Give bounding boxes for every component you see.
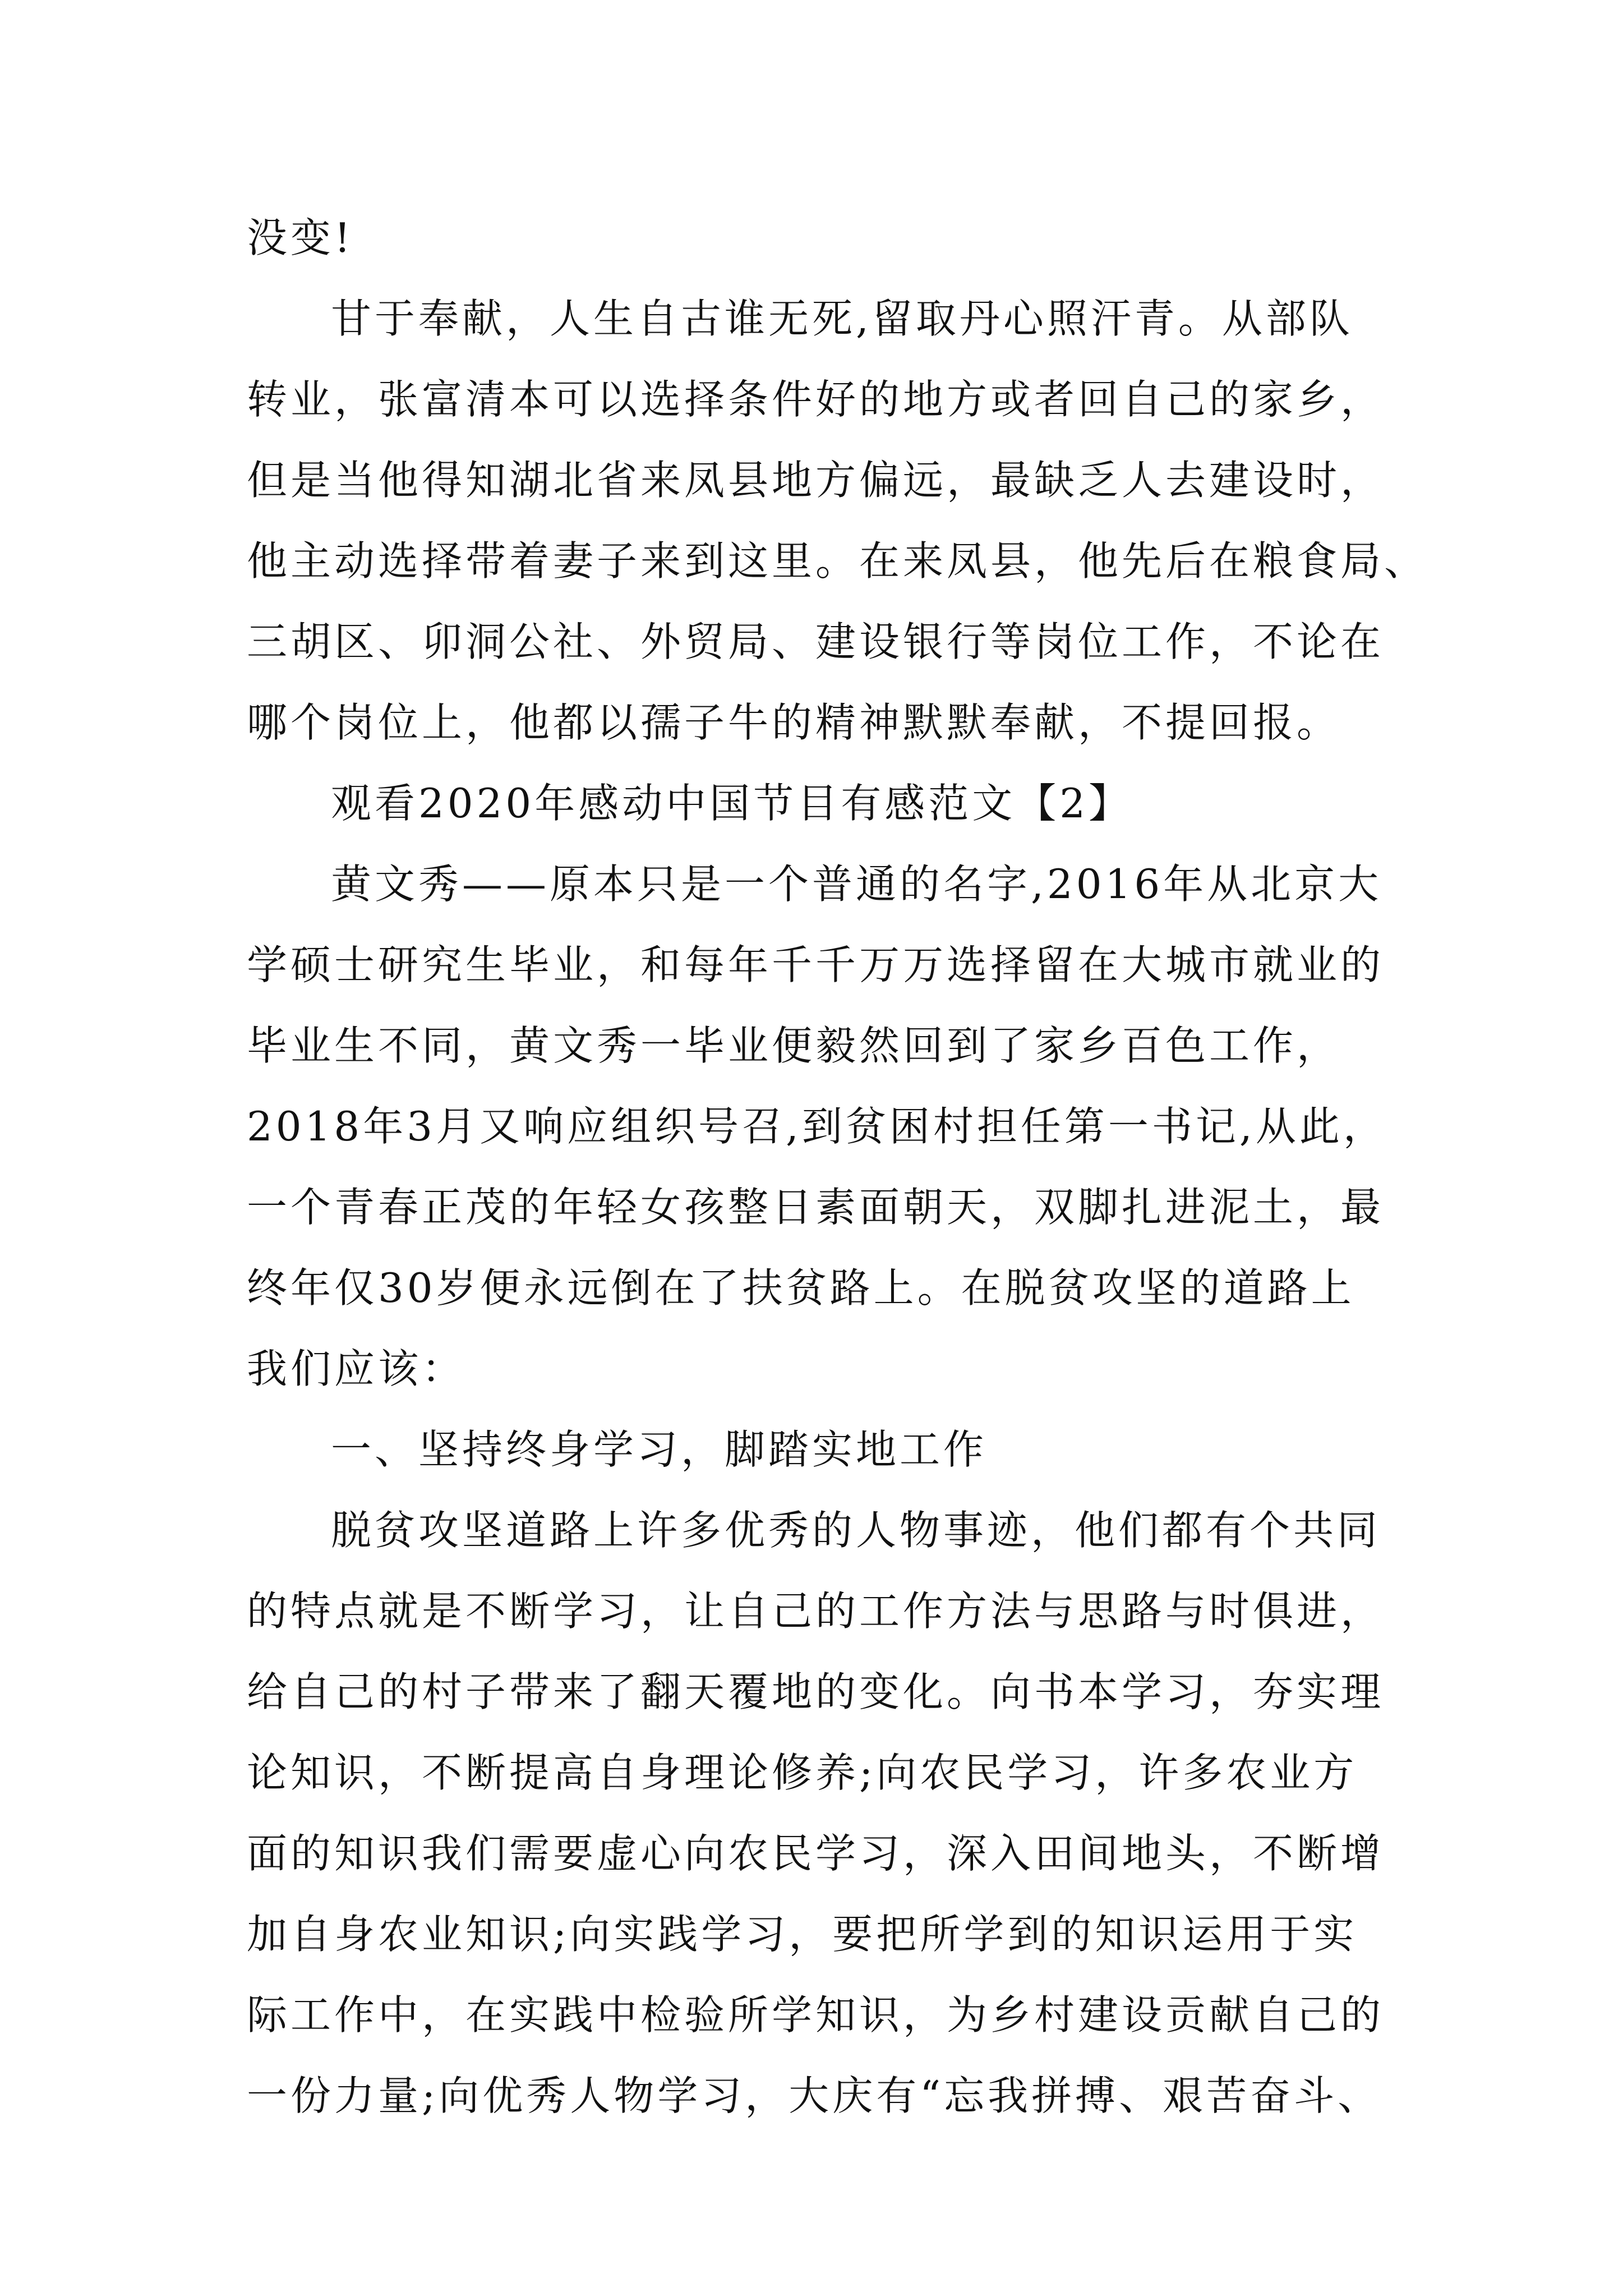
text-line: 际工作中，在实践中检验所学知识，为乡村建设贡献自己的: [247, 1991, 1385, 2039]
text-line: 2018年3月又响应组织号召,到贫困村担任第一书记,从此，: [247, 1103, 1387, 1150]
paragraph-start-line: 脱贫攻坚道路上许多优秀的人物事迹，他们都有个共同: [331, 1507, 1381, 1554]
text-line: 没变!: [247, 214, 354, 261]
text-line: 终年仅30岁便永远倒在了扶贫路上。在脱贫攻坚的道路上: [247, 1264, 1355, 1312]
text-line: 我们应该：: [247, 1345, 466, 1392]
paragraph-start-line: 甘于奉献，人生自古谁无死,留取丹心照汗青。从部队: [331, 295, 1353, 342]
text-line: 面的知识我们需要虚心向农民学习，深入田间地头，不断增: [247, 1830, 1385, 1877]
paragraph-start-line: 黄文秀——原本只是一个普通的名字,2016年从北京大: [331, 861, 1382, 908]
text-line: 转业，张富清本可以选择条件好的地方或者回自己的家乡，: [247, 376, 1385, 423]
text-line: 学硕士研究生毕业，和每年千千万万选择留在大城市就业的: [247, 941, 1385, 988]
text-line: 哪个岗位上，他都以孺子牛的精神默默奉献，不提回报。: [247, 699, 1341, 746]
text-line: 一份力量;向优秀人物学习，大庆有“忘我拼搏、艰苦奋斗、: [247, 2072, 1382, 2119]
text-line: 一个青春正茂的年轻女孩整日素面朝天，双脚扎进泥土，最: [247, 1184, 1385, 1231]
text-line: 毕业生不同，黄文秀一毕业便毅然回到了家乡百色工作，: [247, 1022, 1341, 1069]
text-line: 给自己的村子带来了翻天覆地的变化。向书本学习，夯实理: [247, 1668, 1385, 1715]
text-line: 但是当他得知湖北省来凤县地方偏远，最缺乏人去建设时，: [247, 457, 1385, 504]
section-heading: 观看2020年感动中国节目有感范文【2】: [331, 780, 1133, 827]
text-line: 三胡区、卯洞公社、外贸局、建设银行等岗位工作，不论在: [247, 618, 1385, 665]
subheading: 一、坚持终身学习，脚踏实地工作: [331, 1426, 988, 1473]
text-line: 加自身农业知识;向实践学习，要把所学到的知识运用于实: [247, 1911, 1358, 1958]
text-line: 的特点就是不断学习，让自己的工作方法与思路与时俱进，: [247, 1588, 1385, 1635]
text-line: 论知识，不断提高自身理论修养;向农民学习，许多农业方: [247, 1749, 1358, 1796]
text-line: 他主动选择带着妻子来到这里。在来凤县，他先后在粮食局、: [247, 537, 1428, 585]
